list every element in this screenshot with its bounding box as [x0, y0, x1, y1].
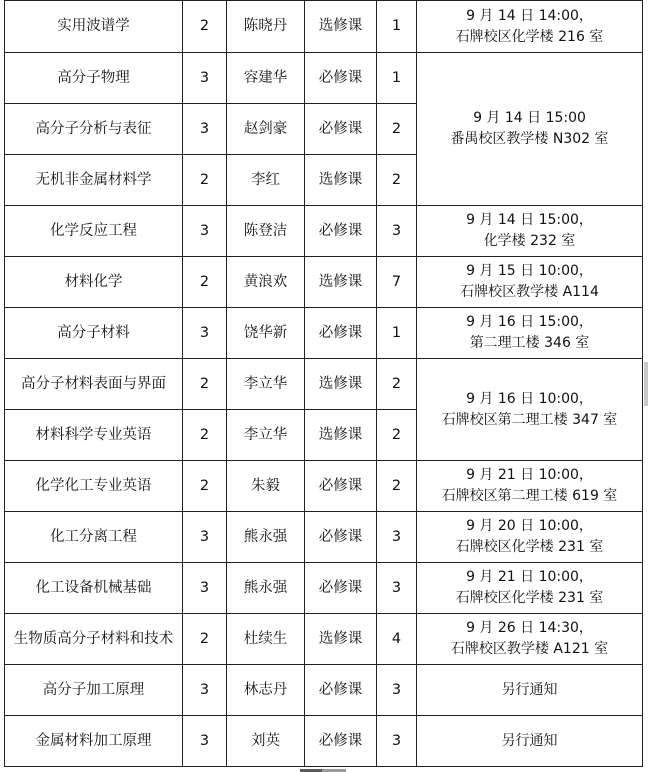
exam-time-text: 9 月 21 日 10:00， — [466, 569, 593, 585]
course-type-cell: 必修课 — [305, 461, 377, 512]
exam-time-location-cell — [417, 614, 643, 665]
credits-cell: 2 — [183, 359, 227, 410]
exam-time-location-cell — [417, 206, 643, 257]
course-name-cell: 高分子物理 — [5, 53, 183, 104]
credits-cell: 2 — [183, 155, 227, 206]
exam-time-text: 另行通知 — [501, 681, 558, 698]
teacher-cell: 李红 — [227, 155, 305, 206]
table-row — [5, 563, 643, 614]
credits-cell: 3 — [183, 206, 227, 257]
teacher-cell: 赵剑豪 — [227, 104, 305, 155]
credits-cell: 2 — [183, 614, 227, 665]
teacher-cell: 黄浪欢 — [227, 257, 305, 308]
exam-time-text: 9 月 14 日 15:00 — [473, 110, 586, 126]
exam-time-text: 另行通知 — [501, 732, 558, 749]
teacher-cell: 饶华新 — [227, 308, 305, 359]
course-type-cell: 选修课 — [305, 410, 377, 461]
teacher-cell: 熊永强 — [227, 512, 305, 563]
exam-location-text: 石牌校区第二理工楼 619 室 — [441, 488, 618, 504]
exam-time-location-cell — [417, 716, 643, 767]
exam-location-text: 石牌校区化学楼 231 室 — [455, 590, 604, 606]
count-cell: 3 — [377, 716, 417, 767]
exam-time-text: 9 月 16 日 15:00， — [466, 314, 593, 330]
exam-location-text: 石牌校区化学楼 231 室 — [455, 539, 604, 555]
exam-time-location-cell — [417, 563, 643, 614]
count-cell: 4 — [377, 614, 417, 665]
exam-location-text: 石牌校区第二理工楼 347 室 — [441, 411, 618, 428]
count-cell: 2 — [377, 410, 417, 461]
table-row — [5, 665, 643, 716]
course-type-cell: 必修课 — [305, 53, 377, 104]
count-cell: 1 — [377, 1, 417, 53]
course-name-cell: 材料科学专业英语 — [5, 410, 183, 461]
count-cell: 3 — [377, 512, 417, 563]
table-row — [5, 512, 643, 563]
table-row — [5, 1, 643, 53]
course-type-cell: 选修课 — [305, 359, 377, 410]
credits-cell: 3 — [183, 308, 227, 359]
credits-cell: 2 — [183, 1, 227, 53]
count-cell: 2 — [377, 155, 417, 206]
count-cell: 2 — [377, 104, 417, 155]
course-name-cell: 高分子加工原理 — [5, 665, 183, 716]
course-name-cell: 高分子材料表面与界面 — [5, 359, 183, 410]
course-type-cell: 必修课 — [305, 665, 377, 716]
exam-schedule-table — [4, 0, 643, 767]
exam-time-text: 9 月 26 日 14:30， — [466, 620, 593, 636]
course-name-cell: 化工分离工程 — [5, 512, 183, 563]
count-cell: 1 — [377, 308, 417, 359]
count-cell: 3 — [377, 206, 417, 257]
credits-cell: 3 — [183, 563, 227, 614]
course-type-cell: 选修课 — [305, 257, 377, 308]
course-type-cell: 选修课 — [305, 614, 377, 665]
course-type-cell: 选修课 — [305, 1, 377, 53]
course-type-cell: 必修课 — [305, 104, 377, 155]
exam-time-location-cell — [417, 665, 643, 716]
course-type-cell: 必修课 — [305, 563, 377, 614]
teacher-cell: 李立华 — [227, 410, 305, 461]
course-type-cell: 必修课 — [305, 206, 377, 257]
exam-location-text: 石牌校区化学楼 216 室 — [455, 28, 604, 45]
exam-location-text: 番禺校区教学楼 N302 室 — [450, 131, 609, 147]
teacher-cell: 刘英 — [227, 716, 305, 767]
credits-cell: 3 — [183, 512, 227, 563]
table-row — [5, 359, 643, 410]
teacher-cell: 李立华 — [227, 359, 305, 410]
course-name-cell: 化学化工专业英语 — [5, 461, 183, 512]
count-cell: 1 — [377, 53, 417, 104]
teacher-cell: 林志丹 — [227, 665, 305, 716]
exam-time-text: 9 月 16 日 10:00， — [466, 390, 593, 407]
exam-time-text: 9 月 14 日 15:00， — [466, 212, 593, 228]
exam-location-text: 石牌校区教学楼 A121 室 — [450, 641, 609, 657]
credits-cell: 2 — [183, 461, 227, 512]
count-cell: 2 — [377, 359, 417, 410]
exam-location-text: 化学楼 232 室 — [483, 233, 576, 249]
exam-time-text: 9 月 14 日 14:00， — [466, 7, 593, 24]
course-name-cell: 实用波谱学 — [5, 1, 183, 53]
vertical-scrollbar-thumb[interactable] — [644, 362, 648, 406]
exam-time-location-cell — [417, 512, 643, 563]
exam-time-location-cell — [417, 308, 643, 359]
course-type-cell: 必修课 — [305, 512, 377, 563]
exam-time-text: 9 月 20 日 10:00， — [466, 518, 593, 534]
exam-location-text: 第二理工楼 346 室 — [469, 335, 590, 351]
table-body — [5, 1, 643, 767]
table-row — [5, 614, 643, 665]
count-cell: 3 — [377, 563, 417, 614]
teacher-cell: 熊永强 — [227, 563, 305, 614]
count-cell: 7 — [377, 257, 417, 308]
course-name-cell: 高分子分析与表征 — [5, 104, 183, 155]
course-name-cell: 无机非金属材料学 — [5, 155, 183, 206]
credits-cell: 2 — [183, 257, 227, 308]
exam-time-location-cell — [417, 461, 643, 512]
course-name-cell: 生物质高分子材料和技术 — [5, 614, 183, 665]
course-name-cell: 化学反应工程 — [5, 206, 183, 257]
exam-time-text: 9 月 21 日 10:00， — [466, 467, 593, 483]
teacher-cell: 陈登洁 — [227, 206, 305, 257]
credits-cell: 3 — [183, 716, 227, 767]
teacher-cell: 杜续生 — [227, 614, 305, 665]
course-name-cell: 高分子材料 — [5, 308, 183, 359]
exam-time-location-cell — [417, 53, 643, 206]
table-row — [5, 461, 643, 512]
table-row — [5, 206, 643, 257]
teacher-cell: 容建华 — [227, 53, 305, 104]
exam-time-location-cell — [417, 257, 643, 308]
credits-cell: 3 — [183, 104, 227, 155]
table-row — [5, 257, 643, 308]
exam-location-text: 石牌校区教学楼 A114 — [460, 284, 599, 300]
course-name-cell: 材料化学 — [5, 257, 183, 308]
course-name-cell: 金属材料加工原理 — [5, 716, 183, 767]
table-row — [5, 308, 643, 359]
credits-cell: 2 — [183, 410, 227, 461]
teacher-cell: 陈晓丹 — [227, 1, 305, 53]
course-type-cell: 必修课 — [305, 308, 377, 359]
course-type-cell: 必修课 — [305, 716, 377, 767]
exam-time-text: 9 月 15 日 10:00， — [466, 263, 593, 279]
exam-time-location-cell — [417, 1, 643, 53]
exam-time-location-cell — [417, 359, 643, 461]
course-name-cell: 化工设备机械基础 — [5, 563, 183, 614]
count-cell: 2 — [377, 461, 417, 512]
credits-cell: 3 — [183, 53, 227, 104]
credits-cell: 3 — [183, 665, 227, 716]
table-row — [5, 53, 643, 104]
count-cell: 3 — [377, 665, 417, 716]
teacher-cell: 朱毅 — [227, 461, 305, 512]
course-type-cell: 选修课 — [305, 155, 377, 206]
table-row — [5, 716, 643, 767]
